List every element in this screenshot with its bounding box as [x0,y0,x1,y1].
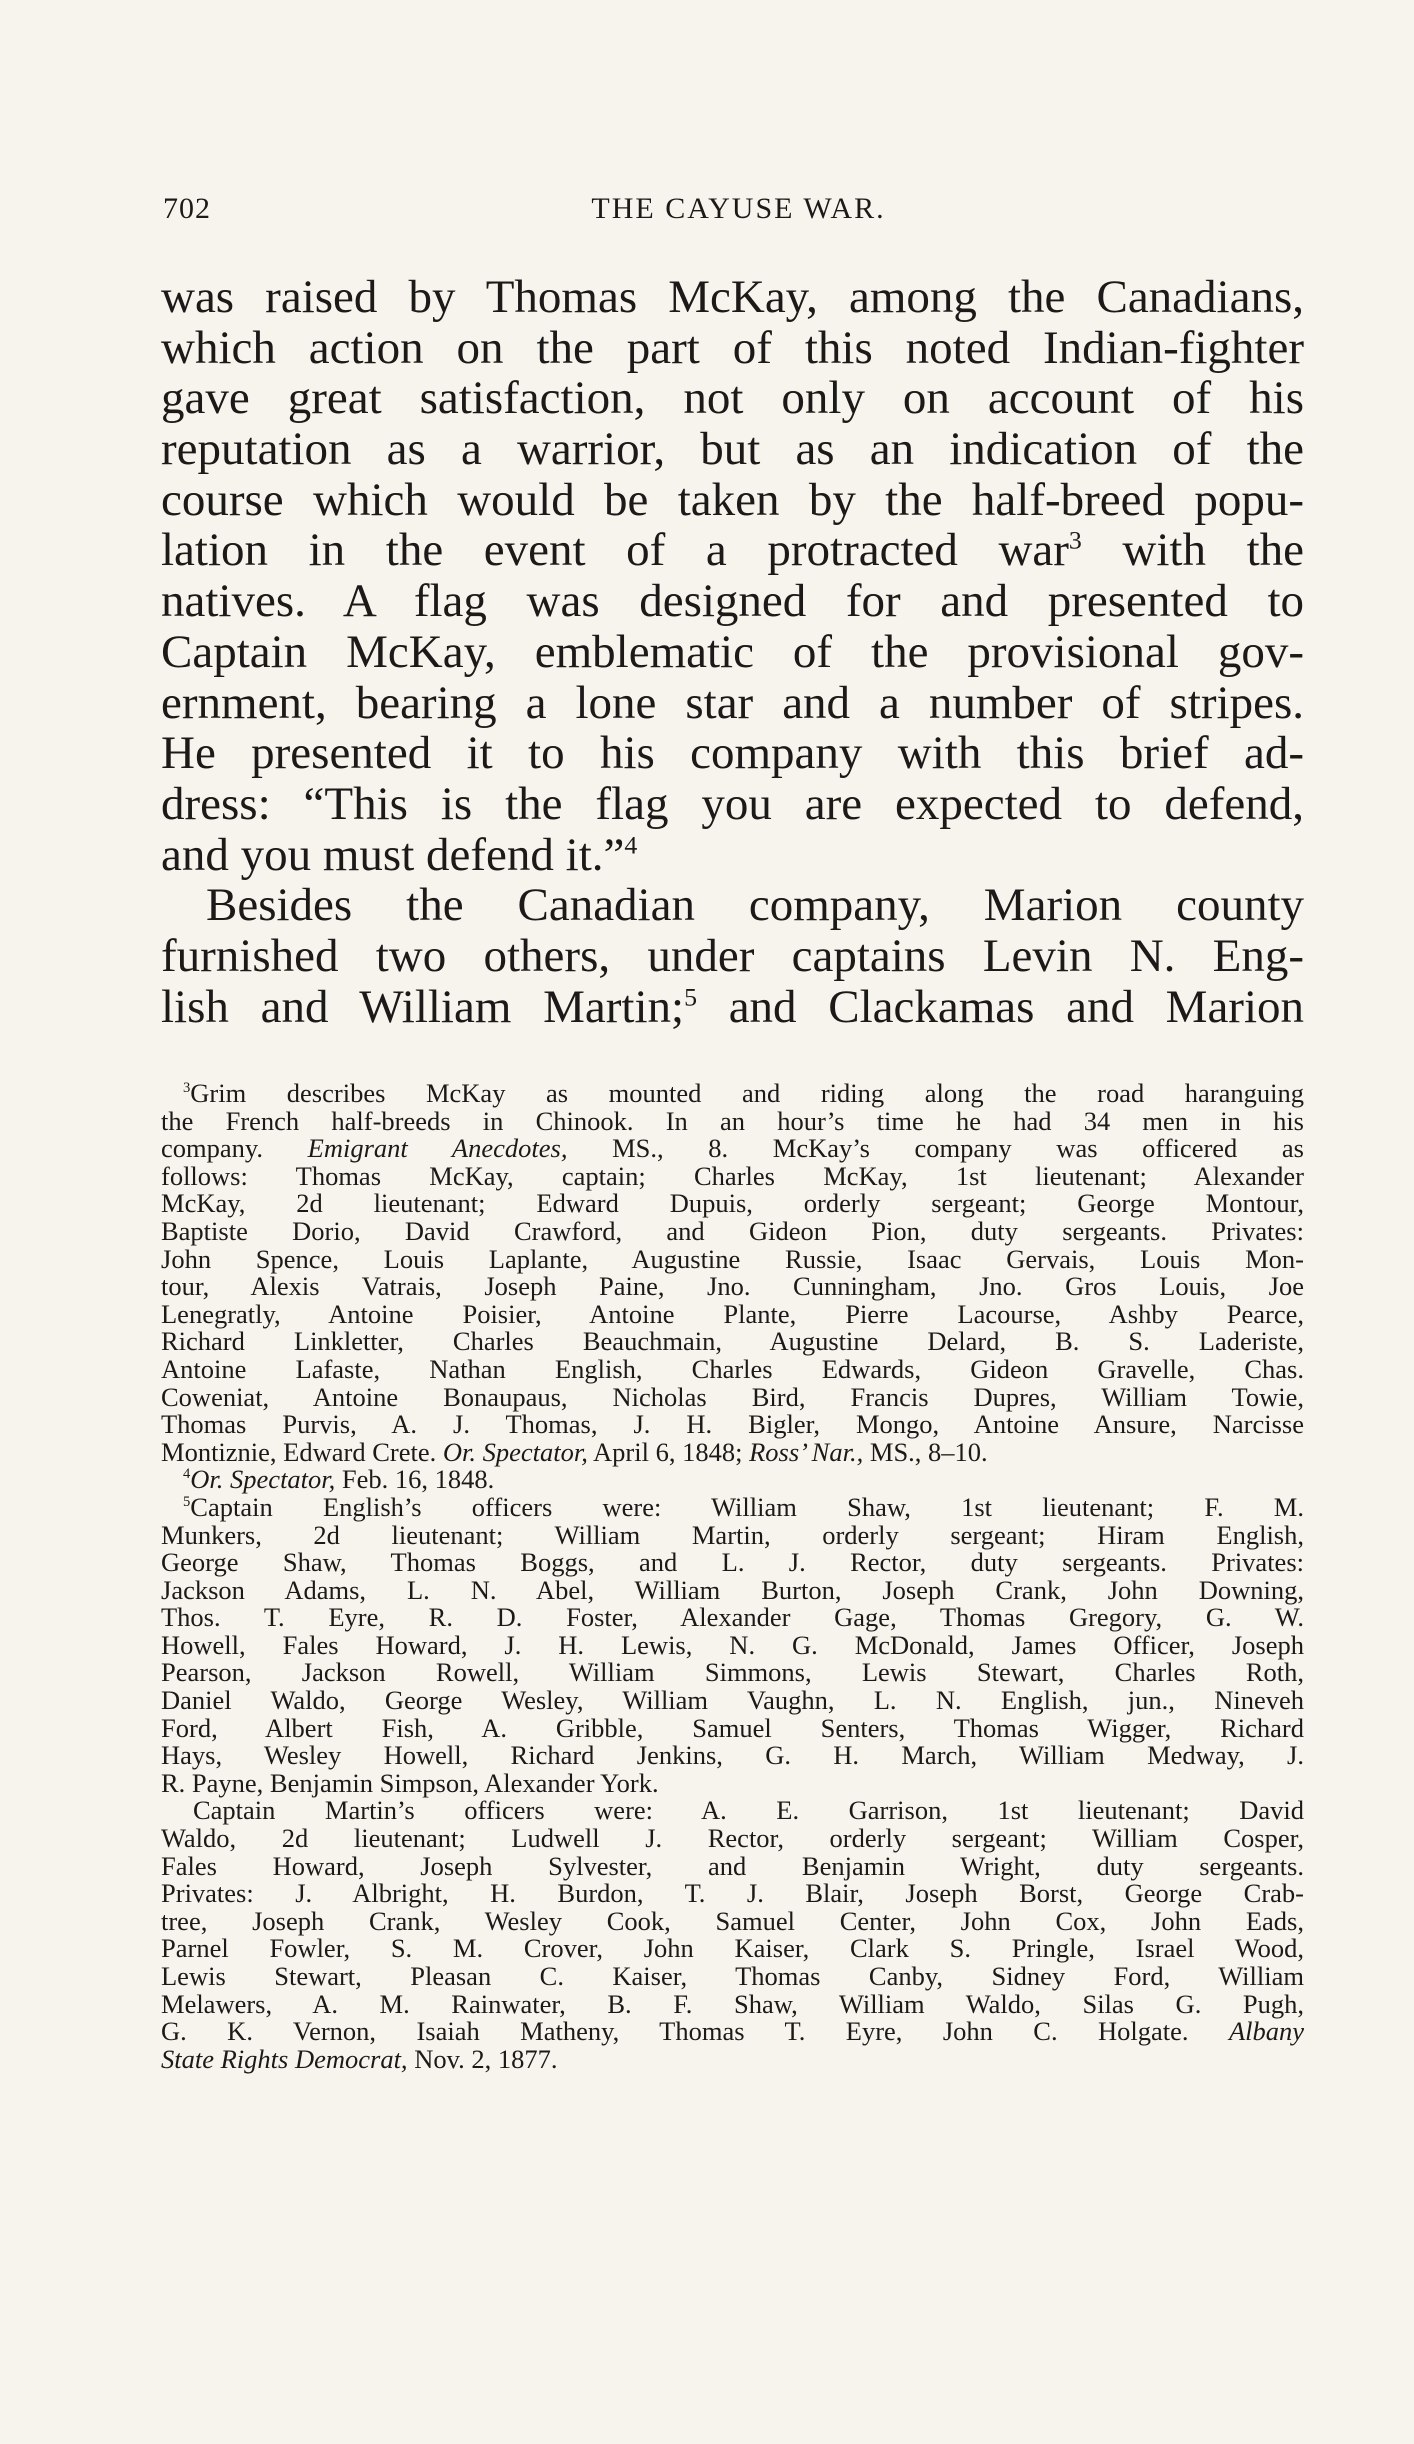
body-line: lish and William Martin;$^5$ and Clackamas and Marion [161,980,1305,1033]
body-line: dress: “This is the flag you are expected to defend, [161,777,1304,830]
footnote-line: R. Payne, Benjamin Simpson, Alexander York. [161,1767,659,1798]
footnote-line: Daniel Waldo, George Wesley, William Vaughn, L. N. English, jun., Nineveh [161,1685,1304,1716]
running-head: THE CAYUSE WAR. [591,192,886,225]
footnote-line: Privates: J. Albright, H. Burdon, T. J. Blair, Joseph Borst, George Crab- [161,1878,1304,1909]
footnote-line: Parnel Fowler, S. M. Crover, John Kaiser, Clark S. Pringle, Israel Wood, [161,1933,1304,1964]
body-line: and you must defend it.”$^4$ [161,828,638,881]
body-line: gave great satisfaction, not only on account of his [161,372,1304,425]
footnote-line: State Rights Democrat, Nov. 2, 1877. [161,2043,558,2074]
footnote-line: Richard Linkletter, Charles Beauchmain, Augustine Delard, B. S. Laderiste, [161,1326,1304,1357]
footnote-ref-3: 3 [1068,525,1082,555]
body-line: natives. A flag was designed for and presented to [161,575,1304,628]
footnote-line: the French half-breeds in Chinook. In an hour’s time he had 34 men in his [161,1105,1304,1136]
body-line: course which would be taken by the half-breed popu- [161,473,1304,526]
body-line: which action on the part of this noted Indian-fighter [161,321,1304,374]
footnote-line: Ford, Albert Fish, A. Gribble, Samuel Senters, Thomas Wigger, Richard [161,1712,1304,1743]
footnote-line: follows: Thomas McKay, captain; Charles McKay, 1st lieutenant; Alexander [161,1160,1304,1191]
page-header [163,192,1304,236]
footnote-line: Munkers, 2d lieutenant; William Martin, orderly sergeant; Hiram English, [161,1519,1304,1550]
footnote-line: company. Emigrant Anecdotes, MS., 8. McKay’s company was officered as [161,1133,1304,1164]
footnote-4: $^4$Or. Spectator, Feb. 16, 1848. [183,1464,495,1495]
footnote-ref-5: 5 [684,981,697,1011]
footnote-line: Baptiste Dorio, David Crawford, and Gideon Pion, duty sergeants. Privates: [161,1215,1304,1246]
body-line: lation in the event of a protracted war$^3$ with the [161,524,1304,577]
main-text [161,272,1304,1032]
footnote-line: tour, Alexis Vatrais, Joseph Paine, Jno. Cunningham, Jno. Gros Louis, Joe [161,1271,1304,1302]
footnote-line: Pearson, Jackson Rowell, William Simmons, Lewis Stewart, Charles Roth, [161,1657,1304,1688]
footnote-line: Howell, Fales Howard, J. H. Lewis, N. G. McDonald, James Officer, Joseph [161,1629,1304,1660]
footnote-line: Jackson Adams, L. N. Abel, William Burton, Joseph Crank, John Downing, [161,1574,1304,1605]
body-line: He presented it to his company with this brief ad- [161,727,1304,780]
footnote-line: Thomas Purvis, A. J. Thomas, J. H. Bigler, Mongo, Antoine Ansure, Narcisse [161,1409,1304,1440]
body-line: furnished two others, under captains Levin N. Eng- [161,929,1304,982]
footnote-line: George Shaw, Thomas Boggs, and L. J. Rector, duty sergeants. Privates: [161,1547,1304,1578]
footnote-line: Hays, Wesley Howell, Richard Jenkins, G. H. March, William Medway, J. [161,1740,1304,1771]
body-line: ernment, bearing a lone star and a number of stripes. [161,676,1304,729]
footnote-ref-4: 4 [624,829,638,859]
footnote-line: Montiznie, Edward Crete. Or. Spectator, April 6, 1848; Ross’ Nar., MS., 8–10. [161,1436,988,1467]
footnote-line: Coweniat, Antoine Bonaupaus, Nicholas Bird, Francis Dupres, William Towie, [161,1381,1304,1412]
body-line: was raised by Thomas McKay, among the Canadians, [161,271,1304,323]
footnote-3: $^3$Grim describes McKay as mounted and riding along the road haranguing [183,1078,1304,1108]
footnotes [161,1080,1304,2073]
body-line: reputation as a warrior, but as an indication of the [161,423,1304,476]
footnote-line: G. K. Vernon, Isaiah Matheny, Thomas T. Eyre, John C. Holgate. Albany [161,2016,1305,2047]
footnote-line: Antoine Lafaste, Nathan English, Charles Edwards, Gideon Gravelle, Chas. [161,1353,1304,1384]
footnote-line: Lenegratly, Antoine Poisier, Antoine Plante, Pierre Lacourse, Ashby Pearce, [161,1298,1304,1329]
body-line: Besides the Canadian company, Marion county [206,879,1304,932]
footnote-line: Captain Martin’s officers were: A. E. Garrison, 1st lieutenant; David [193,1795,1304,1826]
footnote-line: Lewis Stewart, Pleasan C. Kaiser, Thomas Canby, Sidney Ford, William [161,1961,1304,1991]
footnote-line: Fales Howard, Joseph Sylvester, and Benjamin Wright, duty sergeants. [161,1850,1304,1881]
footnote-5: $^5$Captain English’s officers were: William Shaw, 1st lieutenant; F. M. [183,1491,1304,1522]
footnote-line: tree, Joseph Crank, Wesley Cook, Samuel Center, John Cox, John Eads, [161,1905,1304,1936]
footnote-line: Thos. T. Eyre, R. D. Foster, Alexander Gage, Thomas Gregory, G. W. [161,1602,1304,1633]
body-line: Captain McKay, emblematic of the provisional gov- [161,625,1304,678]
page-number: 702 [163,192,211,225]
footnote-line: McKay, 2d lieutenant; Edward Dupuis, orderly sergeant; George Montour, [161,1188,1304,1219]
footnote-line: Melawers, A. M. Rainwater, B. F. Shaw, William Waldo, Silas G. Pugh, [161,1988,1304,2019]
footnote-line: John Spence, Louis Laplante, Augustine Russie, Isaac Gervais, Louis Mon- [161,1243,1304,1274]
footnote-line: Waldo, 2d lieutenant; Ludwell J. Rector, orderly sergeant; William Cosper, [161,1823,1304,1854]
